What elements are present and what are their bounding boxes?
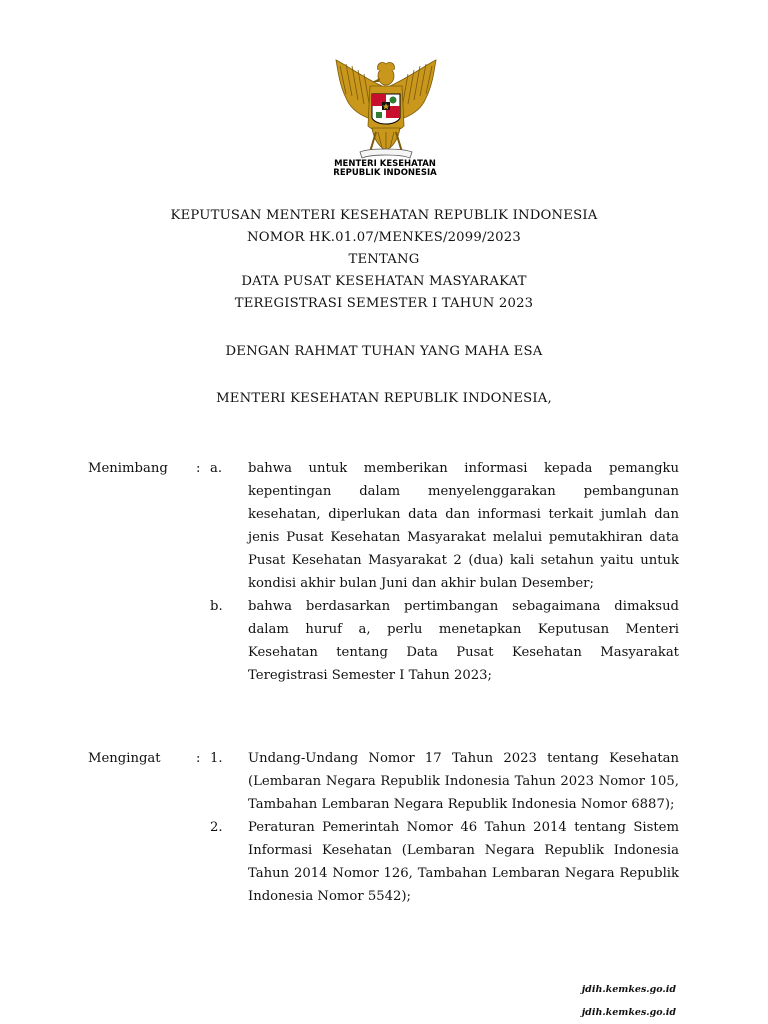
issuer: MENTERI KESEHATAN REPUBLIK INDONESIA, — [216, 391, 552, 406]
menimbang-section — [88, 457, 688, 687]
section-colon: : — [196, 461, 201, 476]
emblem-caption-line1: MENTERI KESEHATAN — [334, 159, 436, 169]
title-line: KEPUTUSAN MENTERI KESEHATAN REPUBLIK INDONESIA — [170, 208, 598, 223]
title-line: DATA PUSAT KESEHATAN MASYARAKAT — [241, 274, 527, 289]
mengingat-item — [88, 816, 688, 908]
section-label: Mengingat — [88, 751, 161, 766]
item-text: bahwa berdasarkan pertimbangan sebagaimana dimaksud dalam huruf a, perlu menetapkan Keputusan Menteri Kesehatan tentang Data Pusat Kesehatan Masyarakat Teregistrasi Semester I Tahun 2023; — [248, 599, 679, 683]
item-marker: b. — [210, 599, 223, 614]
section-label: Menimbang — [88, 461, 168, 476]
title-line: TEREGISTRASI SEMESTER I TAHUN 2023 — [234, 296, 534, 311]
footer-link[interactable]: jdih.kemkes.go.id — [581, 1007, 676, 1018]
emblem-caption-line2: REPUBLIK INDONESIA — [333, 168, 437, 178]
section-colon: : — [196, 751, 201, 766]
decree-title — [0, 205, 768, 315]
item-text: Undang-Undang Nomor 17 Tahun 2023 tentang Kesehatan (Lembaran Negara Republik Indonesia Tahun 2023 Nomor 105, Tambahan Lembaran Negara Republik Indonesia Nomor 6887); — [248, 751, 679, 812]
garuda-emblem-icon — [324, 56, 448, 164]
invocation: DENGAN RAHMAT TUHAN YANG MAHA ESA — [225, 344, 543, 359]
menimbang-item — [88, 457, 688, 595]
item-marker: a. — [210, 461, 223, 476]
mengingat-section — [88, 747, 688, 908]
garuda-pancasila-emblem — [324, 56, 448, 164]
item-marker: 2. — [210, 820, 223, 835]
footer-link[interactable]: jdih.kemkes.go.id — [581, 984, 676, 995]
title-line: TENTANG — [348, 252, 420, 267]
menimbang-item — [88, 595, 688, 687]
item-text: bahwa untuk memberikan informasi kepada pemangku kepentingan dalam menyelenggarakan pembangunan kesehatan, diperlukan data dan informasi terkait jumlah dan jenis Pusat Kesehatan Masyarakat melalui pemutakhiran data Pusat Kesehatan Masyarakat 2 (dua) kali setahun yaitu untuk kondisi akhir bulan Juni dan akhir bulan Desember; — [248, 461, 679, 591]
item-text: Peraturan Pemerintah Nomor 46 Tahun 2014 tentang Sistem Informasi Kesehatan (Lembaran Negara Republik Indonesia Tahun 2014 Nomor 126, Tambahan Lembaran Negara Republik Indonesia Nomor 5542); — [248, 820, 679, 904]
decree-number: NOMOR HK.01.07/MENKES/2099/2023 — [247, 230, 521, 245]
mengingat-item — [88, 747, 688, 816]
emblem-caption — [300, 160, 470, 178]
item-marker: 1. — [210, 751, 223, 766]
